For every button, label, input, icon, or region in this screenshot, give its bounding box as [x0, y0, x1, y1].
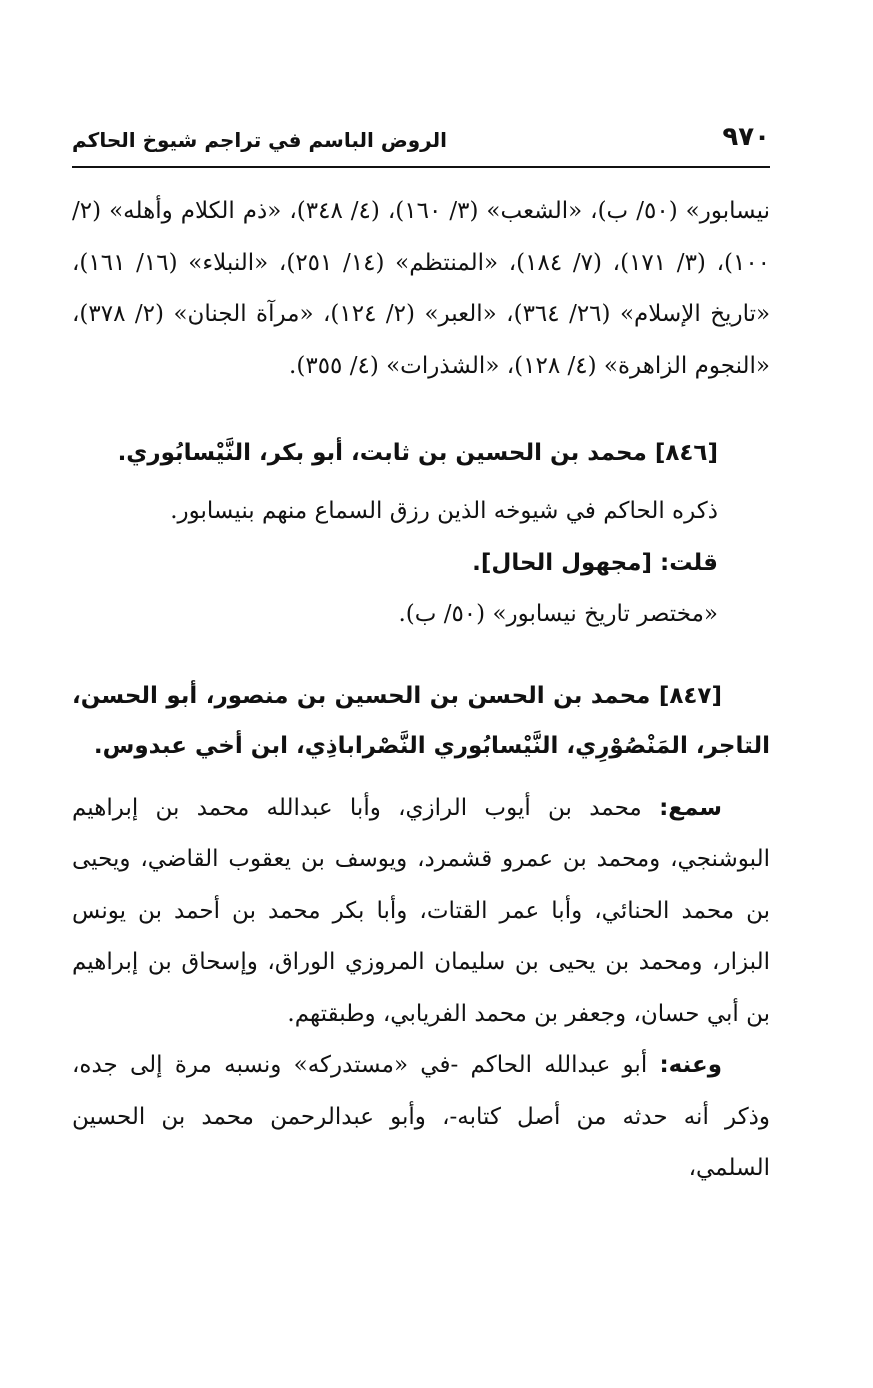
entry-846-verdict: قلت: [مجهول الحال]. — [472, 549, 718, 576]
heard-label: سمع: — [659, 794, 723, 821]
heard-text: محمد بن أيوب الرازي، وأبا عبدالله محمد بن إبراهيم البوشنجي، ومحمد بن عمرو قشمرد، ويوسف بن يعقوب القاضي، ويحيى بن محمد الحنائي، وأبا عمر القتات، وأبا بكر محمد بن أحمد بن يونس البزار، ومحمد بن يحيى بن سليمان المروزي الوراق، وإسحاق بن إبراهيم بن أبي حسان، وجعفر بن محمد الفريابي، وطبقتهم. — [72, 794, 770, 1027]
entry-846-heading: [٨٤٦] محمد بن الحسين بن ثابت، أبو بكر، النَّيْسابُوري. — [117, 440, 718, 466]
header-divider — [72, 166, 770, 168]
entry-846 — [72, 428, 770, 641]
page-number: ٩٧٠ — [722, 122, 770, 152]
from-label: وعنه: — [659, 1052, 723, 1078]
continuation-paragraph: نيسابور» (٥٠/ ب)، «الشعب» (٣/ ١٦٠)، (٤/ ٣٤٨)، «ذم الكلام وأهله» (٢/ ١٠٠)، (٣/ ١٧١)، (٧/ ١٨٤)، «المنتظم» (١٤/ ٢٥١)، «النبلاء» (١٦/ ١٦١)، «تاريخ الإسلام» (٢٦/ ٣٦٤)، «العبر» (٢/ ١٢٤)، «مرآة الجنان» (٢/ ٣٧٨)، «النجوم الزاهرة» (٤/ ١٢٨)، «الشذرات» (٤/ ٣٥٥). — [72, 198, 771, 379]
from-text: أبو عبدالله الحاكم -في «مستدركه» ونسبه مرة إلى جده، وذكر أنه حدثه من أصل كتابه-، وأبو عبدالرحمن محمد بن الحسين السلمي، — [72, 1052, 770, 1181]
entry-847-from-paragraph — [72, 1040, 770, 1195]
running-title: الروض الباسم في تراجم شيوخ الحاكم — [72, 128, 447, 152]
page-header — [72, 118, 770, 162]
entry-847-heard-paragraph — [72, 783, 770, 1041]
entry-846-source: «مختصر تاريخ نيسابور» (٥٠/ ب). — [398, 601, 718, 627]
page-body — [72, 186, 770, 1195]
entry-847-heading: [٨٤٧] محمد بن الحسن بن الحسين بن منصور، أبو الحسن، التاجر، المَنْصُوْرِي، النَّيْسابُوري النَّصْراباذِي، ابن أخي عبدوس. — [72, 682, 770, 759]
entry-847 — [72, 671, 770, 1195]
entry-846-mention: ذكره الحاكم في شيوخه الذين رزق السماع منهم بنيسابور. — [170, 498, 718, 524]
